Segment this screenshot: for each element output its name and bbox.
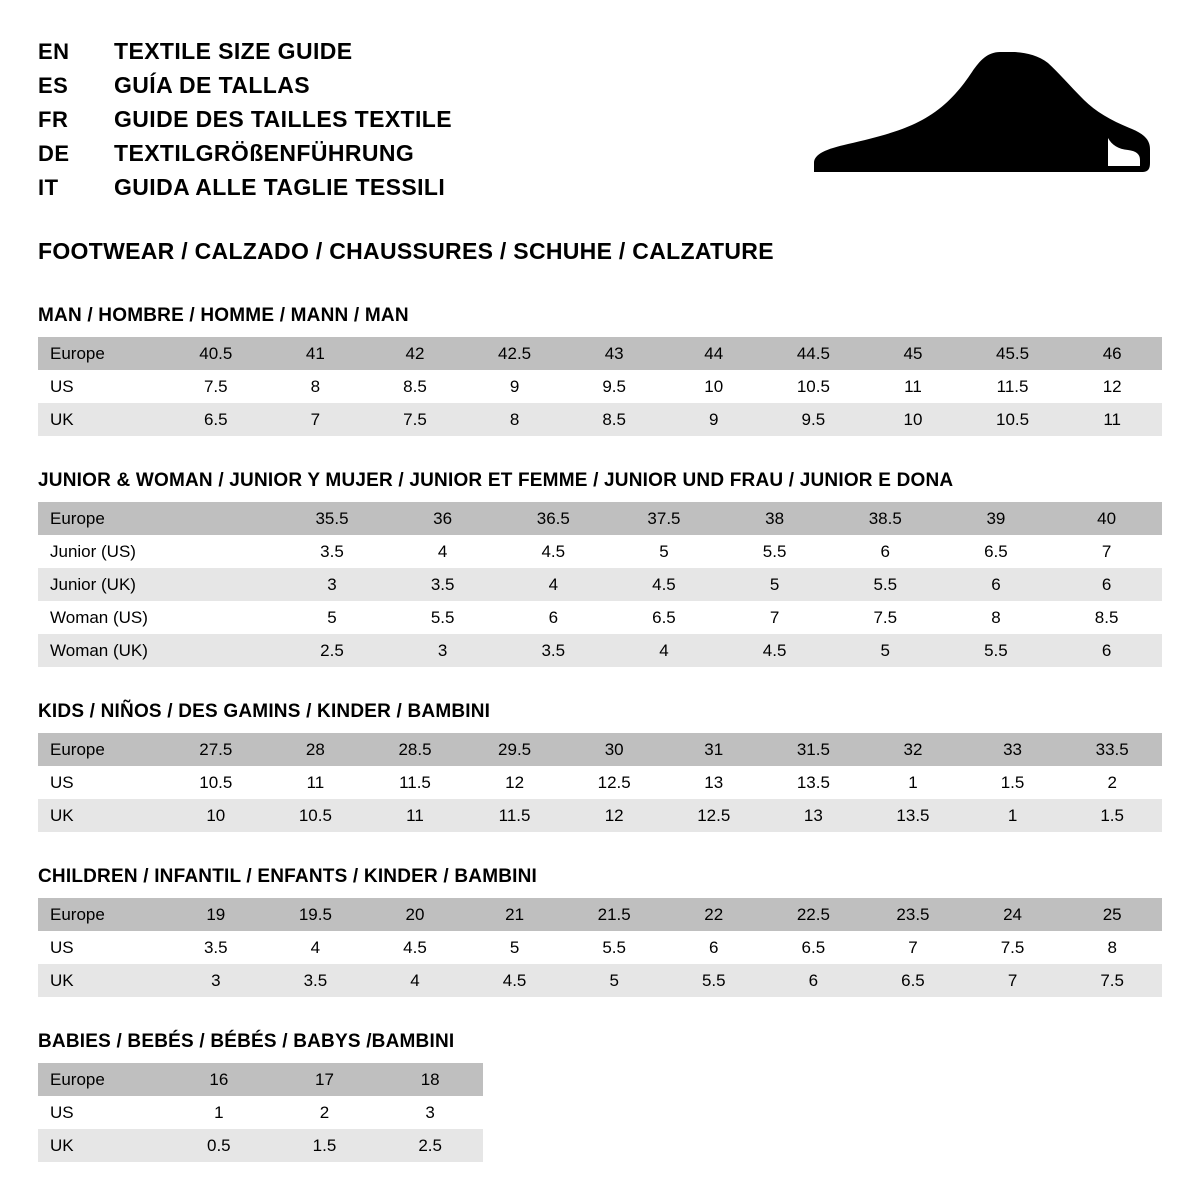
size-cell: 6: [941, 568, 1052, 601]
size-cell: 9: [465, 370, 565, 403]
size-cell: 39: [941, 502, 1052, 535]
size-cell: 1.5: [1062, 799, 1162, 832]
table-row: [38, 766, 1162, 799]
language-text: GUIDA ALLE TAGLIE TESSILI: [114, 174, 446, 200]
size-cell: 1: [863, 766, 963, 799]
size-cell: 1: [166, 1096, 272, 1129]
size-cell: [166, 502, 277, 535]
row-label: UK: [38, 799, 166, 832]
row-label: Europe: [38, 502, 166, 535]
page-header: [38, 30, 1162, 208]
size-cell: 7.5: [830, 601, 941, 634]
row-label: Europe: [38, 898, 166, 931]
size-cell: 10.5: [764, 370, 864, 403]
size-cell: 11.5: [365, 766, 465, 799]
size-cell: 46: [1062, 337, 1162, 370]
size-cell: 3.5: [166, 931, 266, 964]
size-section: [38, 305, 1162, 436]
size-cell: 13: [664, 766, 764, 799]
size-cell: 30: [564, 733, 664, 766]
section-title: CHILDREN / INFANTIL / ENFANTS / KINDER / BAMBINI: [38, 866, 538, 887]
size-cell: 7.5: [365, 403, 465, 436]
size-cell: 44.5: [764, 337, 864, 370]
language-row: [38, 174, 452, 201]
size-cell: 10: [166, 799, 266, 832]
size-cell: 4.5: [498, 535, 609, 568]
size-cell: 12.5: [564, 766, 664, 799]
size-cell: 42.5: [465, 337, 565, 370]
size-cell: 3: [166, 964, 266, 997]
size-cell: 5: [609, 535, 720, 568]
size-cell: 8.5: [365, 370, 465, 403]
size-cell: 2: [272, 1096, 378, 1129]
size-section: [38, 866, 1162, 997]
size-cell: 7: [963, 964, 1063, 997]
size-cell: 16: [166, 1063, 272, 1096]
size-cell: 5: [719, 568, 830, 601]
size-cell: 21: [465, 898, 565, 931]
section-title: MAN / HOMBRE / HOMME / MANN / MAN: [38, 305, 409, 326]
table-row: [38, 601, 1162, 634]
size-cell: 8: [941, 601, 1052, 634]
size-cell: 29.5: [465, 733, 565, 766]
size-cell: 12: [564, 799, 664, 832]
size-cell: 33.5: [1062, 733, 1162, 766]
size-cell: 4: [498, 568, 609, 601]
row-label: Woman (UK): [38, 634, 166, 667]
size-cell: 4.5: [465, 964, 565, 997]
section-title: BABIES / BEBÉS / BÉBÉS / BABYS /BAMBINI: [38, 1031, 455, 1052]
size-cell: 5: [277, 601, 388, 634]
size-cell: 10.5: [166, 766, 266, 799]
size-sections: [38, 305, 1162, 1162]
size-cell: 8.5: [1051, 601, 1162, 634]
table-row: [38, 733, 1162, 766]
row-label: Woman (US): [38, 601, 166, 634]
size-cell: 5.5: [387, 601, 498, 634]
size-cell: 28: [266, 733, 366, 766]
size-cell: 5.5: [830, 568, 941, 601]
dress-shoe-icon: [812, 50, 1152, 175]
size-table: [38, 502, 1162, 667]
size-cell: [166, 601, 277, 634]
size-cell: 31: [664, 733, 764, 766]
size-cell: 36: [387, 502, 498, 535]
section-title: KIDS / NIÑOS / DES GAMINS / KINDER / BAMBINI: [38, 701, 491, 722]
row-label: US: [38, 766, 166, 799]
size-cell: 6: [1051, 634, 1162, 667]
language-text: TEXTILGRÖßENFÜHRUNG: [114, 140, 415, 166]
size-cell: 11.5: [963, 370, 1063, 403]
size-cell: 37.5: [609, 502, 720, 535]
table-row: [38, 568, 1162, 601]
size-cell: 11.5: [465, 799, 565, 832]
size-cell: 3.5: [277, 535, 388, 568]
language-row: [38, 140, 452, 167]
size-cell: 10.5: [963, 403, 1063, 436]
language-text: TEXTILE SIZE GUIDE: [114, 38, 353, 64]
size-cell: 4: [365, 964, 465, 997]
size-cell: 6: [1051, 568, 1162, 601]
language-code: IT: [38, 175, 59, 200]
size-cell: 6: [830, 535, 941, 568]
table-row: [38, 898, 1162, 931]
size-cell: 24: [963, 898, 1063, 931]
row-label: Junior (UK): [38, 568, 166, 601]
size-table: [38, 337, 1162, 436]
size-cell: 8: [465, 403, 565, 436]
row-label: UK: [38, 964, 166, 997]
size-cell: 8: [1062, 931, 1162, 964]
size-cell: 10: [863, 403, 963, 436]
size-cell: 3: [387, 634, 498, 667]
size-cell: 7: [1051, 535, 1162, 568]
size-cell: 4: [266, 931, 366, 964]
size-cell: 7: [266, 403, 366, 436]
table-row: [38, 964, 1162, 997]
size-cell: 5: [465, 931, 565, 964]
size-cell: 2.5: [377, 1129, 483, 1162]
size-cell: 13.5: [764, 766, 864, 799]
size-cell: 38.5: [830, 502, 941, 535]
size-cell: 4: [609, 634, 720, 667]
size-cell: 6.5: [941, 535, 1052, 568]
row-label: US: [38, 931, 166, 964]
language-code: FR: [38, 107, 69, 132]
size-cell: 17: [272, 1063, 378, 1096]
language-code: EN: [38, 39, 70, 64]
size-cell: 2: [1062, 766, 1162, 799]
size-cell: 28.5: [365, 733, 465, 766]
size-cell: 22.5: [764, 898, 864, 931]
category-title: FOOTWEAR / CALZADO / CHAUSSURES / SCHUHE / CALZATURE: [38, 238, 774, 264]
size-cell: 0.5: [166, 1129, 272, 1162]
size-cell: 32: [863, 733, 963, 766]
size-cell: 4.5: [365, 931, 465, 964]
size-cell: 3.5: [498, 634, 609, 667]
size-cell: 31.5: [764, 733, 864, 766]
row-label: Europe: [38, 337, 166, 370]
language-row: [38, 72, 452, 99]
table-row: [38, 799, 1162, 832]
size-cell: 5: [564, 964, 664, 997]
size-cell: 44: [664, 337, 764, 370]
size-cell: 13.5: [863, 799, 963, 832]
row-label: Europe: [38, 1063, 166, 1096]
size-cell: 7.5: [166, 370, 266, 403]
size-cell: 36.5: [498, 502, 609, 535]
dress-shoe-illustration: [792, 30, 1162, 175]
language-row: [38, 38, 452, 65]
size-cell: 6.5: [609, 601, 720, 634]
size-cell: 6: [664, 931, 764, 964]
language-row: [38, 106, 452, 133]
size-cell: 9.5: [764, 403, 864, 436]
size-cell: 11: [863, 370, 963, 403]
size-cell: 22: [664, 898, 764, 931]
size-cell: 3: [277, 568, 388, 601]
size-cell: 11: [365, 799, 465, 832]
size-cell: 11: [1062, 403, 1162, 436]
table-row: [38, 403, 1162, 436]
size-cell: 7: [863, 931, 963, 964]
row-label: US: [38, 370, 166, 403]
size-cell: 10.5: [266, 799, 366, 832]
size-cell: 5.5: [941, 634, 1052, 667]
size-cell: 2.5: [277, 634, 388, 667]
size-cell: 21.5: [564, 898, 664, 931]
size-cell: 23.5: [863, 898, 963, 931]
size-section: [38, 701, 1162, 832]
size-cell: 45: [863, 337, 963, 370]
size-cell: 12.5: [664, 799, 764, 832]
size-cell: 5.5: [719, 535, 830, 568]
size-cell: 25: [1062, 898, 1162, 931]
size-section: [38, 470, 1162, 667]
size-cell: 1.5: [963, 766, 1063, 799]
size-cell: 40: [1051, 502, 1162, 535]
size-cell: 13: [764, 799, 864, 832]
language-text: GUIDE DES TAILLES TEXTILE: [114, 106, 452, 132]
table-row: [38, 502, 1162, 535]
size-cell: 5.5: [564, 931, 664, 964]
row-label: Europe: [38, 733, 166, 766]
size-cell: 1: [963, 799, 1063, 832]
size-cell: 7: [719, 601, 830, 634]
row-label: UK: [38, 403, 166, 436]
size-cell: 35.5: [277, 502, 388, 535]
row-label: UK: [38, 1129, 166, 1162]
table-row: [38, 337, 1162, 370]
size-cell: 6.5: [863, 964, 963, 997]
language-code: ES: [38, 73, 69, 98]
size-cell: 6.5: [166, 403, 266, 436]
size-cell: 41: [266, 337, 366, 370]
size-cell: 45.5: [963, 337, 1063, 370]
size-cell: 8: [266, 370, 366, 403]
table-row: [38, 1096, 483, 1129]
size-table: [38, 898, 1162, 997]
size-cell: 9.5: [564, 370, 664, 403]
table-row: [38, 1129, 483, 1162]
size-cell: 38: [719, 502, 830, 535]
size-cell: 3.5: [387, 568, 498, 601]
section-title: JUNIOR & WOMAN / JUNIOR Y MUJER / JUNIOR ET FEMME / JUNIOR UND FRAU / JUNIOR E DONA: [38, 470, 954, 491]
size-cell: 6: [498, 601, 609, 634]
size-cell: 12: [465, 766, 565, 799]
size-cell: 5: [830, 634, 941, 667]
size-cell: 20: [365, 898, 465, 931]
size-section: [38, 1031, 1162, 1162]
size-cell: 18: [377, 1063, 483, 1096]
size-cell: 33: [963, 733, 1063, 766]
size-cell: 8.5: [564, 403, 664, 436]
table-row: [38, 535, 1162, 568]
table-row: [38, 1063, 483, 1096]
table-row: [38, 634, 1162, 667]
language-list: [38, 30, 452, 208]
size-cell: 40.5: [166, 337, 266, 370]
size-cell: 7.5: [963, 931, 1063, 964]
size-cell: 7.5: [1062, 964, 1162, 997]
size-cell: 9: [664, 403, 764, 436]
size-cell: 5.5: [664, 964, 764, 997]
size-cell: 10: [664, 370, 764, 403]
size-cell: 19.5: [266, 898, 366, 931]
size-cell: 3.5: [266, 964, 366, 997]
table-row: [38, 931, 1162, 964]
size-cell: 1.5: [272, 1129, 378, 1162]
size-cell: [166, 568, 277, 601]
size-cell: 4: [387, 535, 498, 568]
size-cell: 6.5: [764, 931, 864, 964]
size-cell: 3: [377, 1096, 483, 1129]
row-label: Junior (US): [38, 535, 166, 568]
row-label: US: [38, 1096, 166, 1129]
size-cell: 11: [266, 766, 366, 799]
size-cell: 4.5: [609, 568, 720, 601]
size-cell: 42: [365, 337, 465, 370]
size-cell: 12: [1062, 370, 1162, 403]
size-cell: [166, 535, 277, 568]
language-code: DE: [38, 141, 70, 166]
size-cell: 19: [166, 898, 266, 931]
size-cell: 27.5: [166, 733, 266, 766]
size-table: [38, 1063, 483, 1162]
size-cell: [166, 634, 277, 667]
size-table: [38, 733, 1162, 832]
size-cell: 43: [564, 337, 664, 370]
size-cell: 4.5: [719, 634, 830, 667]
size-cell: 6: [764, 964, 864, 997]
language-text: GUÍA DE TALLAS: [114, 72, 310, 98]
table-row: [38, 370, 1162, 403]
